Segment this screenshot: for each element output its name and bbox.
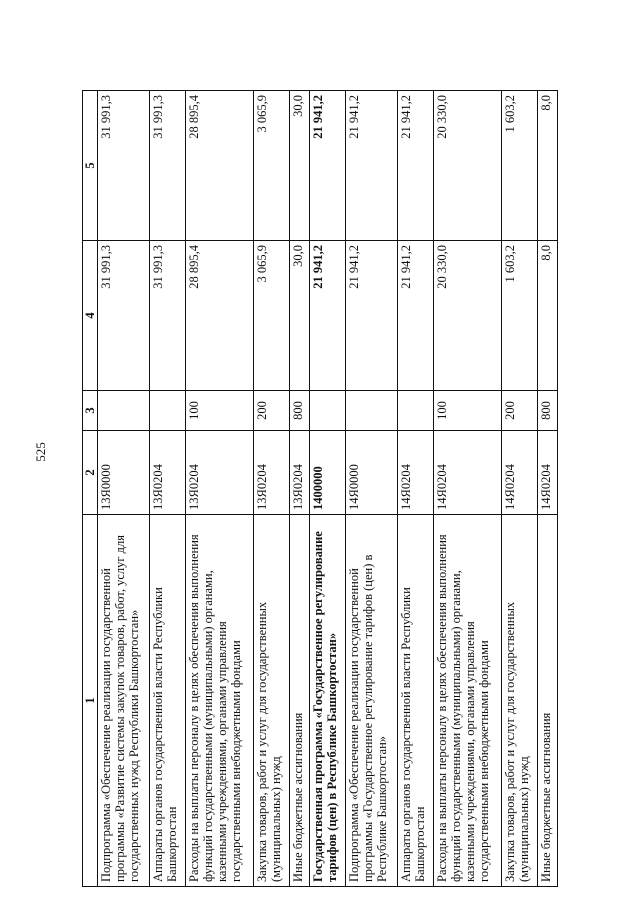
cell-description: Закупка товаров, работ и услуг для государственных (муниципальных) нужд	[502, 515, 538, 887]
cell-amount-col4: 3 065,9	[254, 241, 290, 391]
table-row	[310, 91, 346, 887]
cell-amount-col4: 21 941,2	[345, 241, 397, 391]
table-row	[98, 91, 150, 887]
cell-amount-col5: 31 991,3	[98, 91, 150, 241]
table-row	[290, 91, 310, 887]
cell-description: Аппараты органов государственной власти Республики Башкортостан	[398, 515, 434, 887]
cell-expense-type: 800	[290, 391, 310, 431]
cell-description: Подпрограмма «Обеспечение реализации государственной программы «Развитие системы закупок товаров, работ, услуг для государственных нужд Республики Башкортостан»	[98, 515, 150, 887]
cell-target-code: 13Я0000	[98, 431, 150, 515]
table-row	[433, 91, 501, 887]
table-header-row	[83, 91, 98, 887]
cell-amount-col4: 1 603,2	[502, 241, 538, 391]
cell-description: Иные бюджетные ассигнования	[290, 515, 310, 887]
table-row	[254, 91, 290, 887]
cell-amount-col4: 28 895,4	[186, 241, 254, 391]
cell-amount-col4: 21 941,2	[310, 241, 346, 391]
cell-amount-col5: 28 895,4	[186, 91, 254, 241]
cell-expense-type: 100	[186, 391, 254, 431]
cell-amount-col5: 20 330,0	[433, 91, 501, 241]
cell-expense-type	[150, 391, 186, 431]
table-body	[98, 91, 558, 887]
header-col-4: 4	[83, 241, 98, 391]
cell-description: Государственная программа «Государственное регулирование тарифов (цен) в Республике Башкортостан»	[310, 515, 346, 887]
cell-expense-type: 100	[433, 391, 501, 431]
header-col-5: 5	[83, 91, 98, 241]
table-row	[345, 91, 397, 887]
cell-target-code: 14Я0204	[433, 431, 501, 515]
cell-target-code: 13Я0204	[150, 431, 186, 515]
cell-expense-type: 800	[538, 391, 558, 431]
cell-amount-col5: 3 065,9	[254, 91, 290, 241]
cell-target-code: 13Я0204	[290, 431, 310, 515]
cell-expense-type	[98, 391, 150, 431]
cell-description: Закупка товаров, работ и услуг для государственных (муниципальных) нужд	[254, 515, 290, 887]
cell-amount-col5: 30,0	[290, 91, 310, 241]
cell-amount-col4: 31 991,3	[98, 241, 150, 391]
cell-amount-col5: 8,0	[538, 91, 558, 241]
cell-expense-type	[310, 391, 346, 431]
cell-target-code: 14Я0204	[538, 431, 558, 515]
budget-table	[82, 90, 558, 887]
cell-expense-type: 200	[254, 391, 290, 431]
cell-amount-col4: 8,0	[538, 241, 558, 391]
table-row	[502, 91, 538, 887]
cell-description: Аппараты органов государственной власти Республики Башкортостан	[150, 515, 186, 887]
cell-amount-col4: 20 330,0	[433, 241, 501, 391]
cell-description: Расходы на выплаты персоналу в целях обеспечения выполнения функций государственными (муниципальными) органами, казенными учреждениями, органами управления государственными внебюджетными фондами	[186, 515, 254, 887]
header-col-2: 2	[83, 431, 98, 515]
cell-amount-col5: 1 603,2	[502, 91, 538, 241]
table-row	[398, 91, 434, 887]
cell-target-code: 1400000	[310, 431, 346, 515]
cell-expense-type: 200	[502, 391, 538, 431]
table-row	[150, 91, 186, 887]
cell-description: Иные бюджетные ассигнования	[538, 515, 558, 887]
table-row	[538, 91, 558, 887]
cell-expense-type	[398, 391, 434, 431]
cell-amount-col5: 21 941,2	[345, 91, 397, 241]
cell-amount-col5: 21 941,2	[310, 91, 346, 241]
rotated-page-content	[82, 91, 558, 887]
cell-target-code: 14Я0204	[502, 431, 538, 515]
cell-amount-col4: 21 941,2	[398, 241, 434, 391]
cell-description: Подпрограмма «Обеспечение реализации государственной программы «Государственное регулирование тарифов (цен) в Республике Башкортостан»	[345, 515, 397, 887]
table-row	[186, 91, 254, 887]
cell-expense-type	[345, 391, 397, 431]
cell-amount-col4: 30,0	[290, 241, 310, 391]
cell-amount-col5: 31 991,3	[150, 91, 186, 241]
cell-amount-col5: 21 941,2	[398, 91, 434, 241]
header-col-1: 1	[83, 515, 98, 887]
cell-target-code: 14Я0000	[345, 431, 397, 515]
header-col-3: 3	[83, 391, 98, 431]
cell-amount-col4: 31 991,3	[150, 241, 186, 391]
cell-target-code: 13Я0204	[254, 431, 290, 515]
page-number: 525	[33, 442, 48, 462]
cell-target-code: 14Я0204	[398, 431, 434, 515]
cell-target-code: 13Я0204	[186, 431, 254, 515]
cell-description: Расходы на выплаты персоналу в целях обеспечения выполнения функций государственными (муниципальными) органами, казенными учреждениями, органами управления государственными внебюджетными фондами	[433, 515, 501, 887]
